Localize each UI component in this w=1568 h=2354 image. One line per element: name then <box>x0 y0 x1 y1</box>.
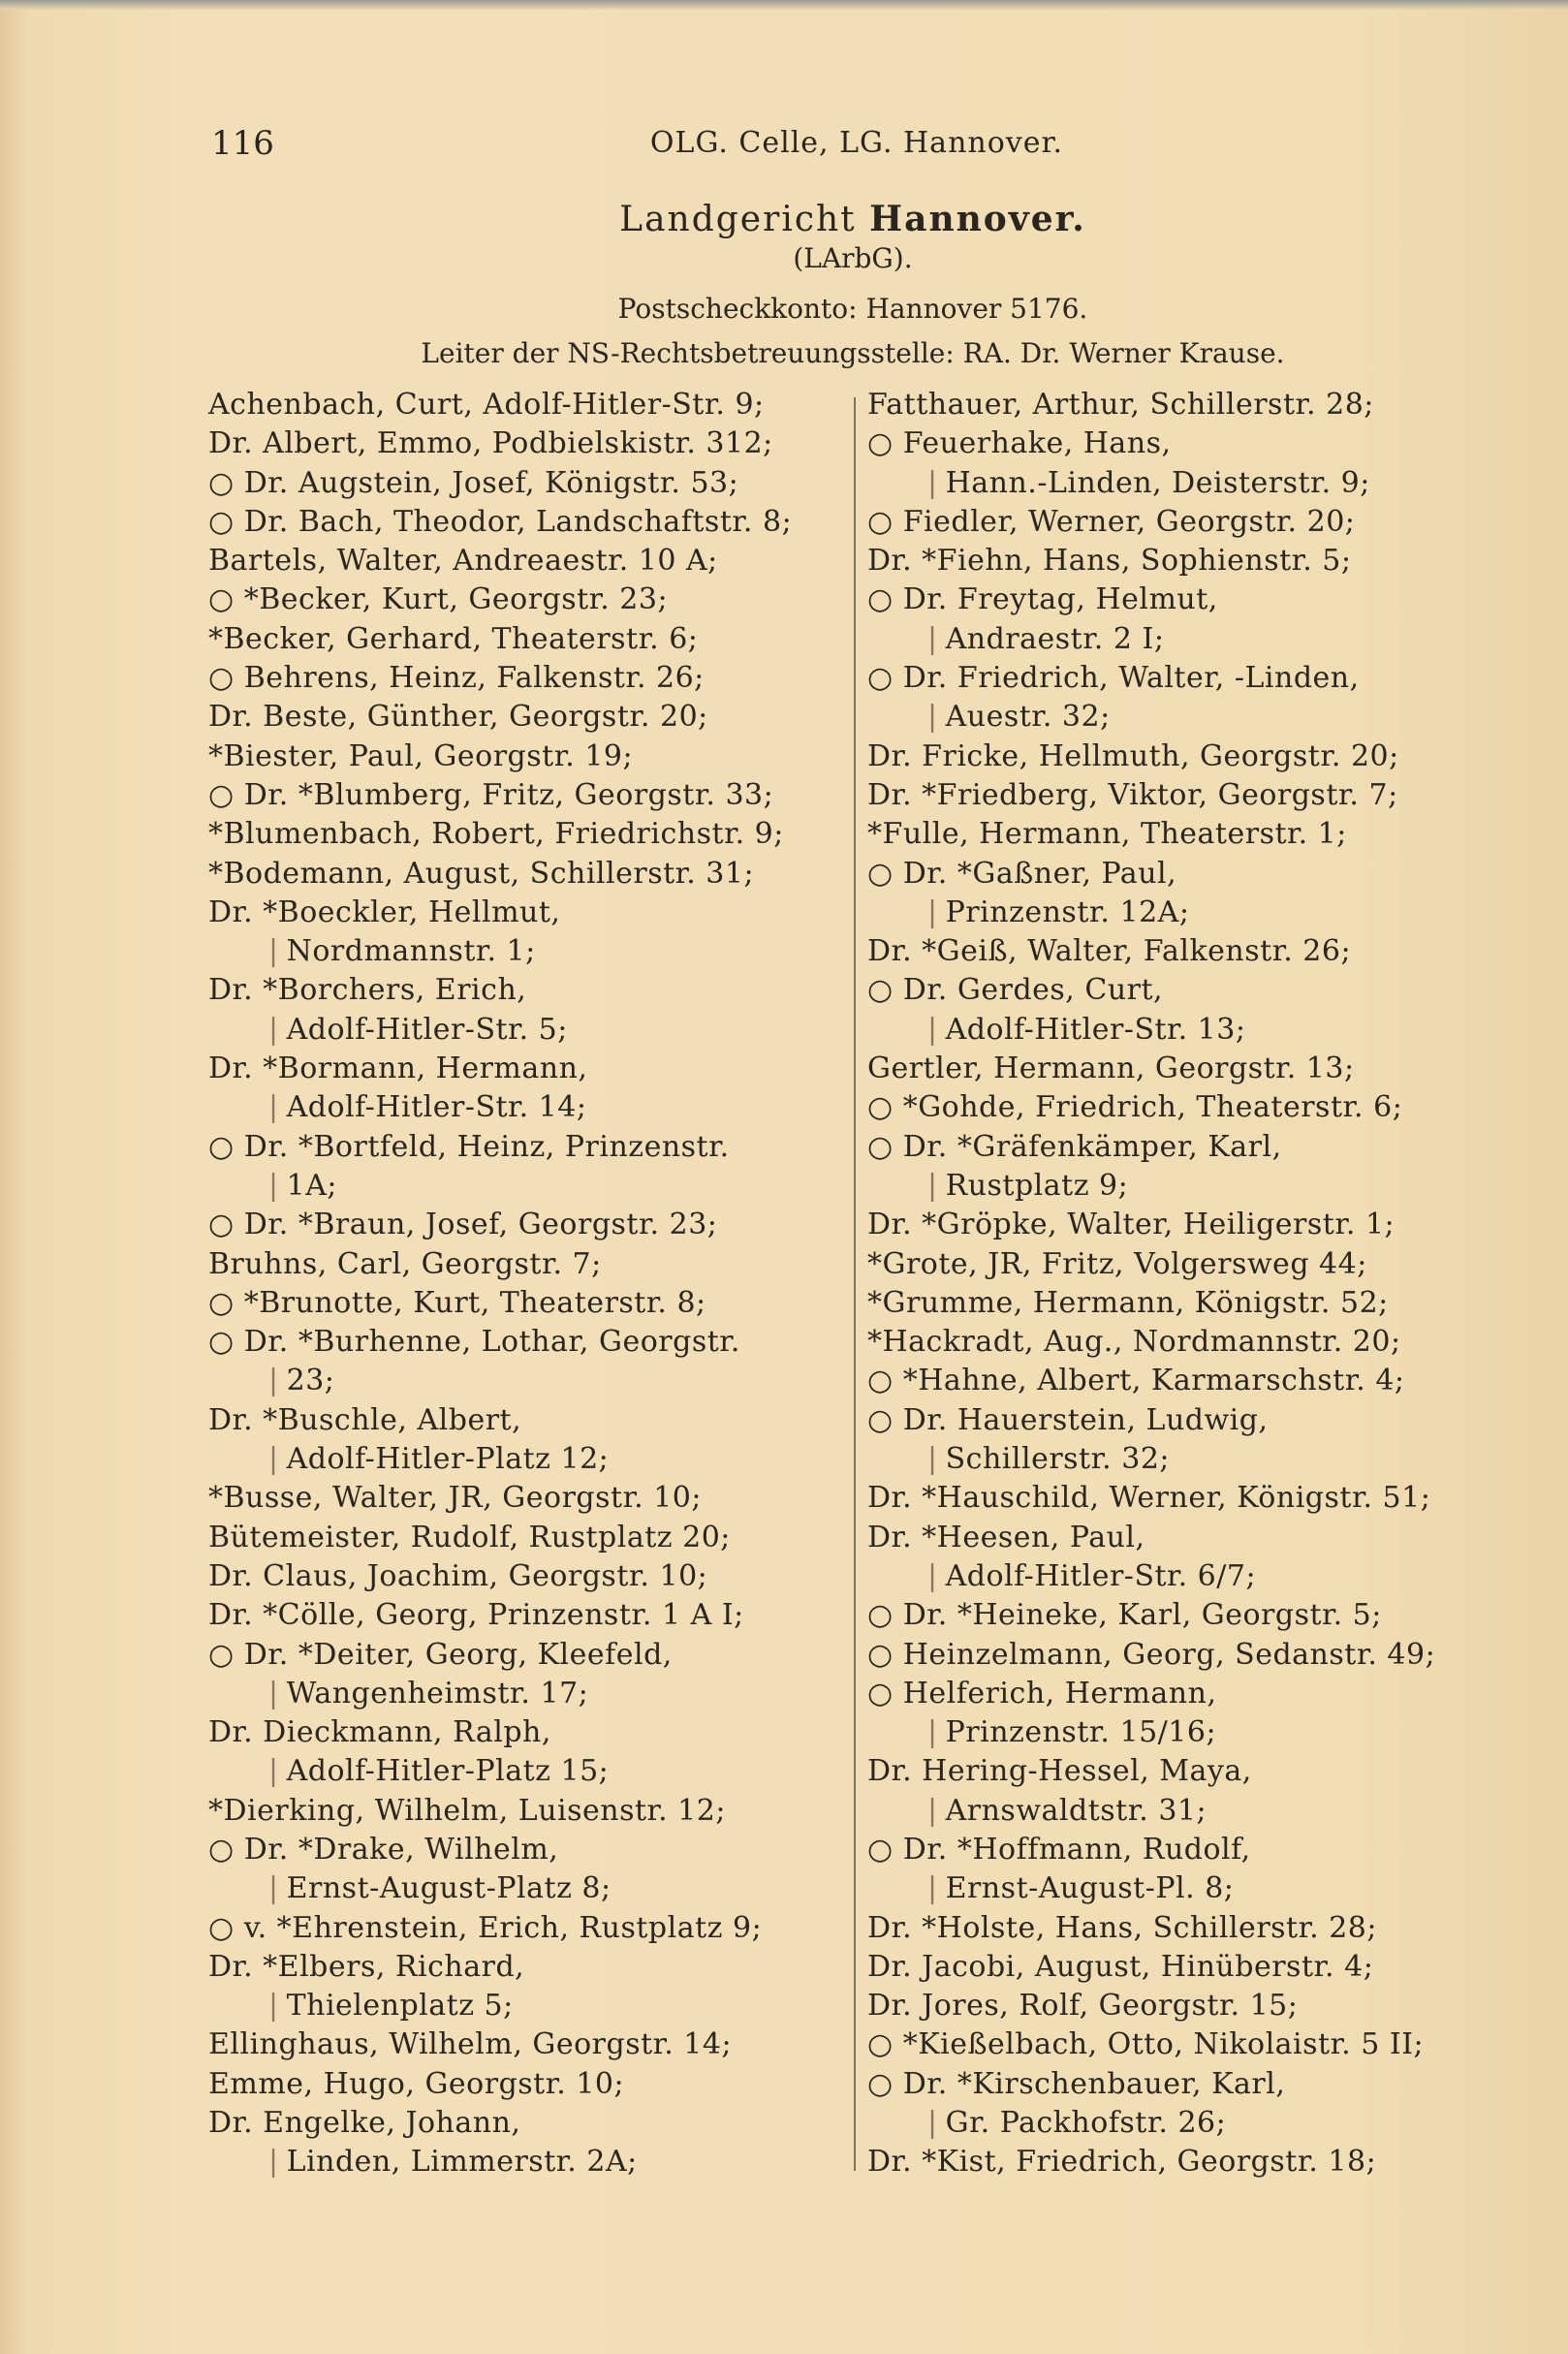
directory-entry: Emme, Hugo, Georgstr. 10; <box>208 2066 625 2101</box>
directory-entry: ○ Dr. Freytag, Helmut, <box>867 582 1218 617</box>
entry-continuation: |Adolf-Hitler-Platz 12; <box>268 1442 610 1477</box>
entry-continuation: |Ernst-August-Platz 8; <box>268 1871 612 1906</box>
directory-entry: ○ *Hahne, Albert, Karmarschstr. 4; <box>867 1364 1405 1398</box>
directory-entry: Dr. Albert, Emmo, Podbielskistr. 312; <box>208 426 773 461</box>
directory-entry: Dr. *Friedberg, Viktor, Georgstr. 7; <box>867 777 1398 812</box>
directory-entry: ○ Dr. *Drake, Wilhelm, <box>208 1832 559 1867</box>
directory-entry: Bartels, Walter, Andreaestr. 10 A; <box>208 544 718 579</box>
directory-entry: *Dierking, Wilhelm, Luisenstr. 12; <box>208 1793 726 1828</box>
subtitle: (LArbG). <box>793 242 913 274</box>
directory-entry: ○ Dr. *Burhenne, Lothar, Georgstr. <box>208 1325 740 1360</box>
directory-entry: ○ Dr. Augstein, Josef, Königstr. 53; <box>208 465 739 500</box>
directory-entry: *Busse, Walter, JR, Georgstr. 10; <box>208 1481 702 1516</box>
directory-entry: ○ Dr. *Braun, Josef, Georgstr. 23; <box>208 1208 718 1242</box>
directory-entry: ○ Feuerhake, Hans, <box>867 426 1172 461</box>
directory-entry: ○ Dr. *Deiter, Georg, Kleefeld, <box>208 1637 673 1672</box>
right-column <box>867 386 1497 2182</box>
entry-continuation: |Ernst-August-Pl. 8; <box>927 1871 1235 1906</box>
directory-entry: Gertler, Hermann, Georgstr. 13; <box>867 1051 1355 1086</box>
entry-continuation: |Linden, Limmerstr. 2A; <box>268 2145 638 2180</box>
entry-continuation: |Schillerstr. 32; <box>927 1442 1171 1477</box>
directory-entry: *Fulle, Hermann, Theaterstr. 1; <box>867 817 1347 852</box>
entry-continuation: |Prinzenstr. 12A; <box>927 895 1190 929</box>
entry-continuation: |Thielenplatz 5; <box>268 1989 514 2024</box>
entry-continuation: |Hann.-Linden, Deisterstr. 9; <box>927 465 1370 500</box>
directory-entry: ○ Dr. *Hoffmann, Rudolf, <box>867 1832 1251 1867</box>
entry-continuation: |Nordmannstr. 1; <box>268 934 536 969</box>
directory-entry: ○ *Becker, Kurt, Georgstr. 23; <box>208 582 669 617</box>
directory-entry: *Bodemann, August, Schillerstr. 31; <box>208 856 755 891</box>
directory-entry: Dr. *Holste, Hans, Schillerstr. 28; <box>867 1910 1378 1945</box>
directory-entry: ○ Dr. *Gaßner, Paul, <box>867 856 1177 891</box>
directory-entry: ○ Dr. *Gräfenkämper, Karl, <box>867 1129 1282 1164</box>
directory-entry: Dr. *Kist, Friedrich, Georgstr. 18; <box>867 2145 1377 2180</box>
directory-entry: ○ v. *Ehrenstein, Erich, Rustplatz 9; <box>208 1910 763 1945</box>
directory-entry: ○ Dr. *Kirschenbauer, Karl, <box>867 2066 1286 2101</box>
directory-entry: ○ Dr. *Blumberg, Fritz, Georgstr. 33; <box>208 777 774 812</box>
entry-continuation: |Adolf-Hitler-Platz 15; <box>268 1754 610 1789</box>
directory-entry: ○ Dr. Bach, Theodor, Landschaftstr. 8; <box>208 504 793 539</box>
directory-entry: Dr. *Buschle, Albert, <box>208 1402 522 1437</box>
directory-entry: Bütemeister, Rudolf, Rustplatz 20; <box>208 1520 731 1554</box>
directory-entry: *Blumenbach, Robert, Friedrichstr. 9; <box>208 817 784 852</box>
directory-entry: Dr. *Heesen, Paul, <box>867 1520 1145 1554</box>
directory-entry: *Grumme, Hermann, Königstr. 52; <box>867 1285 1389 1320</box>
directory-entry: *Hackradt, Aug., Nordmannstr. 20; <box>867 1325 1401 1360</box>
column-divider <box>854 397 856 2171</box>
entry-continuation: |Gr. Packhofstr. 26; <box>927 2106 1227 2141</box>
entry-continuation: |Wangenheimstr. 17; <box>268 1676 589 1711</box>
directory-entry: ○ Dr. Hauerstein, Ludwig, <box>867 1402 1269 1437</box>
page-number: 116 <box>211 124 274 163</box>
directory-entry: Dr. Fricke, Hellmuth, Georgstr. 20; <box>867 738 1399 773</box>
entry-continuation: |Auestr. 32; <box>927 700 1111 735</box>
directory-entry: Dr. Jacobi, August, Hinüberstr. 4; <box>867 1949 1374 1984</box>
directory-entry: Dr. *Elbers, Richard, <box>208 1949 525 1984</box>
entry-continuation: |Arnswaldtstr. 31; <box>927 1793 1207 1828</box>
directory-entry: Dr. Engelke, Johann, <box>208 2106 521 2141</box>
directory-entry: ○ Dr. Gerdes, Curt, <box>867 973 1164 1008</box>
directory-entry: *Grote, JR, Fritz, Volgersweg 44; <box>867 1246 1367 1281</box>
entry-continuation: |Adolf-Hitler-Str. 14; <box>268 1090 587 1125</box>
leiter-line: Leiter der NS-Rechtsbetreuungsstelle: RA. Dr. Werner Krause. <box>421 337 1285 369</box>
directory-entry: Dr. Beste, Günther, Georgstr. 20; <box>208 700 708 735</box>
directory-entry: ○ Dr. Friedrich, Walter, -Linden, <box>867 661 1360 696</box>
directory-entry: *Biester, Paul, Georgstr. 19; <box>208 738 634 773</box>
directory-entry: Dr. *Geiß, Walter, Falkenstr. 26; <box>867 934 1352 969</box>
directory-entry: Fatthauer, Arthur, Schillerstr. 28; <box>867 388 1374 422</box>
entry-continuation: |Adolf-Hitler-Str. 6/7; <box>927 1558 1257 1593</box>
directory-entry: ○ *Brunotte, Kurt, Theaterstr. 8; <box>208 1285 706 1320</box>
directory-entry: Dr. Dieckmann, Ralph, <box>208 1715 551 1750</box>
entry-continuation: |Andraestr. 2 I; <box>927 621 1165 656</box>
scan-edge <box>0 0 1568 10</box>
directory-entry: ○ *Kießelbach, Otto, Nikolaistr. 5 II; <box>867 2027 1425 2062</box>
directory-entry: Bruhns, Carl, Georgstr. 7; <box>208 1246 602 1281</box>
entry-continuation: |23; <box>268 1364 335 1398</box>
directory-entry: Dr. *Fiehn, Hans, Sophienstr. 5; <box>867 544 1352 579</box>
directory-entry: Dr. *Borchers, Erich, <box>208 973 527 1008</box>
directory-entry: ○ Dr. *Bortfeld, Heinz, Prinzenstr. <box>208 1129 730 1164</box>
directory-entry: Dr. *Boeckler, Hellmut, <box>208 895 561 929</box>
directory-entry: Dr. Claus, Joachim, Georgstr. 10; <box>208 1558 708 1593</box>
directory-entry: ○ Behrens, Heinz, Falkenstr. 26; <box>208 661 705 696</box>
entry-continuation: |Rustplatz 9; <box>927 1168 1129 1203</box>
directory-entry: ○ Helferich, Hermann, <box>867 1676 1217 1711</box>
running-head: OLG. Celle, LG. Hannover. <box>649 126 1064 160</box>
directory-entry: ○ Dr. *Heineke, Karl, Georgstr. 5; <box>867 1598 1382 1633</box>
directory-entry: Ellinghaus, Wilhelm, Georgstr. 14; <box>208 2027 733 2062</box>
directory-entry: Dr. *Cölle, Georg, Prinzenstr. 1 A I; <box>208 1598 744 1633</box>
left-column <box>208 386 850 2182</box>
directory-entry: Dr. *Bormann, Hermann, <box>208 1051 588 1086</box>
title-city: Hannover. <box>869 199 1086 239</box>
entry-continuation: |1A; <box>268 1168 337 1203</box>
directory-entry: *Becker, Gerhard, Theaterstr. 6; <box>208 621 699 656</box>
section-title <box>208 199 1497 239</box>
entry-continuation: |Adolf-Hitler-Str. 5; <box>268 1012 568 1047</box>
postscheck-line: Postscheckkonto: Hannover 5176. <box>617 293 1088 325</box>
directory-entry: Dr. Jores, Rolf, Georgstr. 15; <box>867 1989 1299 2024</box>
directory-entry: ○ *Gohde, Friedrich, Theaterstr. 6; <box>867 1090 1403 1125</box>
directory-entry: Achenbach, Curt, Adolf-Hitler-Str. 9; <box>208 388 765 422</box>
title-prefix: Landgericht <box>619 200 857 239</box>
entry-continuation: |Prinzenstr. 15/16; <box>927 1715 1217 1750</box>
directory-entry: ○ Fiedler, Werner, Georgstr. 20; <box>867 504 1356 539</box>
entry-continuation: |Adolf-Hitler-Str. 13; <box>927 1012 1246 1047</box>
directory-entry: ○ Heinzelmann, Georg, Sedanstr. 49; <box>867 1637 1436 1672</box>
directory-entry: Dr. Hering-Hessel, Maya, <box>867 1754 1252 1789</box>
directory-entry: Dr. *Hauschild, Werner, Königstr. 51; <box>867 1481 1431 1516</box>
directory-entry: Dr. *Gröpke, Walter, Heiligerstr. 1; <box>867 1208 1396 1242</box>
